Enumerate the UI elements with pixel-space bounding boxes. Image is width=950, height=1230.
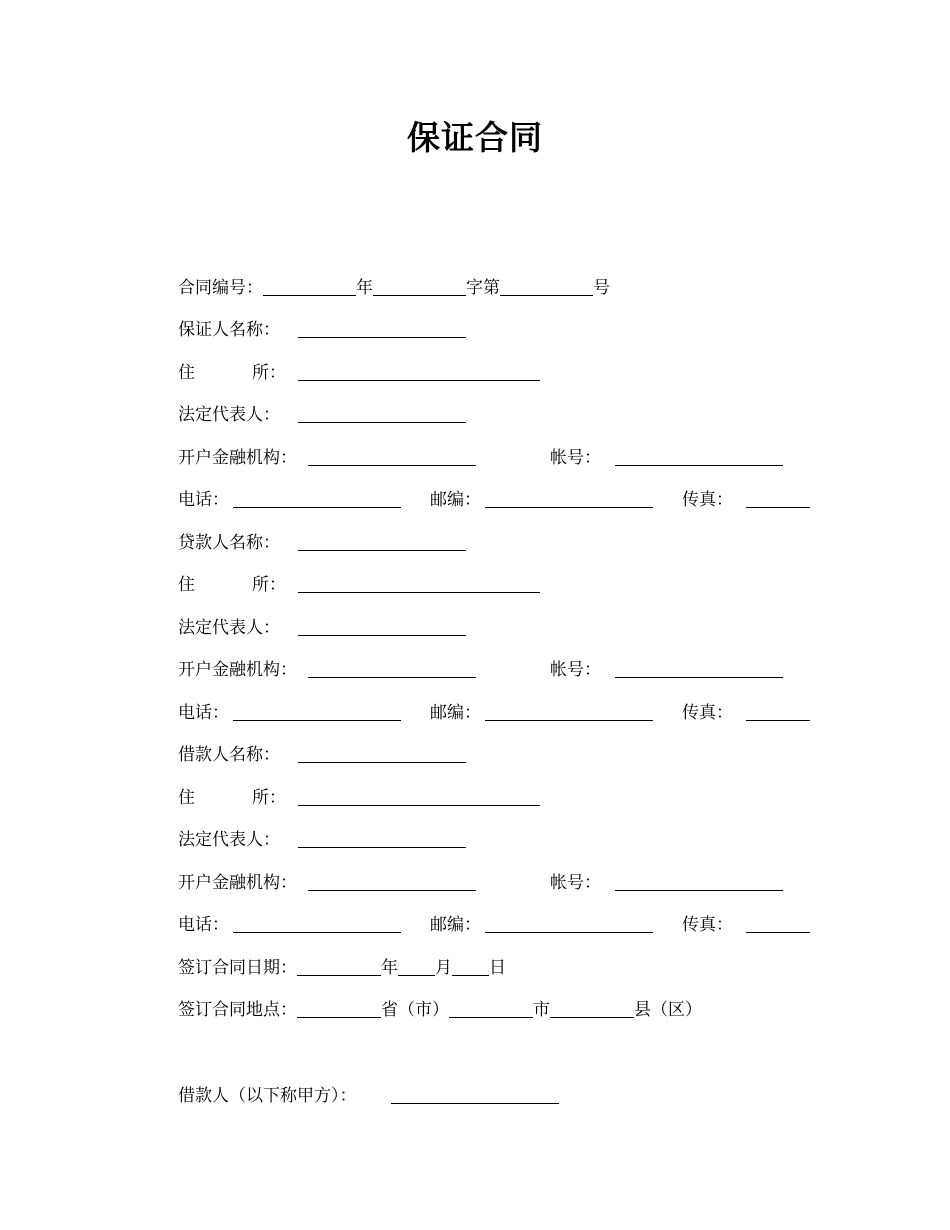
sign-month-blank[interactable] xyxy=(398,955,435,976)
guarantor-fax-blank[interactable] xyxy=(746,487,810,508)
sign-city-blank[interactable] xyxy=(449,997,533,1018)
sign-place-row xyxy=(178,997,702,1023)
borrower-name-blank[interactable] xyxy=(298,742,466,763)
contract-number-label: 合同编号： xyxy=(178,278,263,298)
guarantor-address-blank[interactable] xyxy=(298,360,540,381)
guarantor-account-blank[interactable] xyxy=(615,445,783,466)
guarantor-bank-blank[interactable] xyxy=(308,445,476,466)
borrower-phone-blank[interactable] xyxy=(233,912,401,933)
sign-date-row xyxy=(178,955,506,981)
lender-fax-blank[interactable] xyxy=(746,700,810,721)
contract-zi-blank[interactable] xyxy=(373,275,466,296)
zi-di-text: 字第 xyxy=(466,278,500,298)
sign-year-blank[interactable] xyxy=(297,955,381,976)
city-text: 市 xyxy=(533,1000,550,1020)
borrower-account-blank[interactable] xyxy=(615,870,783,891)
sign-county-blank[interactable] xyxy=(550,997,634,1018)
lender-postcode-blank[interactable] xyxy=(485,700,653,721)
address-label-a: 住 xyxy=(178,363,195,383)
sign-day-blank[interactable] xyxy=(452,955,489,976)
year-char: 年 xyxy=(356,278,373,298)
guarantor-phone-blank[interactable] xyxy=(233,487,401,508)
lender-name-blank[interactable] xyxy=(298,530,466,551)
contract-number-blank[interactable] xyxy=(500,275,593,296)
hao-char: 号 xyxy=(593,278,610,298)
lender-bank-label: 开户金融机构： xyxy=(178,660,297,680)
guarantor-phone-label: 电话： xyxy=(178,490,229,510)
lender-postcode-label: 邮编： xyxy=(430,703,481,723)
county-text: 县（区） xyxy=(634,1000,702,1020)
lender-name-label: 贷款人名称： xyxy=(178,533,280,553)
borrower-address-blank[interactable] xyxy=(298,785,540,806)
lender-account-blank[interactable] xyxy=(615,657,783,678)
province-text: 省（市） xyxy=(381,1000,449,1020)
guarantor-account-label: 帐号： xyxy=(550,448,601,468)
borrower-rep-label: 法定代表人： xyxy=(178,830,280,850)
guarantor-postcode-label: 邮编： xyxy=(430,490,481,510)
sign-month-char: 月 xyxy=(435,958,452,978)
contract-year-blank[interactable] xyxy=(263,275,356,296)
lender-account-label: 帐号： xyxy=(550,660,601,680)
guarantor-bank-label: 开户金融机构： xyxy=(178,448,297,468)
borrower-name-label: 借款人名称： xyxy=(178,745,280,765)
guarantor-fax-label: 传真： xyxy=(682,490,733,510)
borrower-fax-label: 传真： xyxy=(682,915,733,935)
lender-fax-label: 传真： xyxy=(682,703,733,723)
guarantor-postcode-blank[interactable] xyxy=(485,487,653,508)
party-a-label: 借款人（以下称甲方）： xyxy=(178,1086,357,1106)
borrower-bank-label: 开户金融机构： xyxy=(178,873,297,893)
borrower-phone-label: 电话： xyxy=(178,915,229,935)
address-label-b: 所： xyxy=(252,363,286,383)
lender-address-blank[interactable] xyxy=(298,572,540,593)
contract-number-row xyxy=(178,275,610,301)
sign-province-blank[interactable] xyxy=(297,997,381,1018)
guarantor-rep-label: 法定代表人： xyxy=(178,405,280,425)
address-label-a: 住 xyxy=(178,575,195,595)
borrower-fax-blank[interactable] xyxy=(746,912,810,933)
guarantor-name-blank[interactable] xyxy=(298,317,466,338)
guarantor-rep-blank[interactable] xyxy=(298,402,466,423)
address-label-b: 所： xyxy=(252,575,286,595)
lender-bank-blank[interactable] xyxy=(308,657,476,678)
lender-rep-label: 法定代表人： xyxy=(178,618,280,638)
borrower-postcode-label: 邮编： xyxy=(430,915,481,935)
address-label-a: 住 xyxy=(178,788,195,808)
document-title: 保证合同 xyxy=(407,118,543,157)
borrower-bank-blank[interactable] xyxy=(308,870,476,891)
borrower-rep-blank[interactable] xyxy=(298,827,466,848)
party-a-blank[interactable] xyxy=(391,1083,559,1104)
sign-year-char: 年 xyxy=(381,958,398,978)
sign-place-label: 签订合同地点： xyxy=(178,1000,297,1020)
guarantor-name-label: 保证人名称： xyxy=(178,320,280,340)
borrower-account-label: 帐号： xyxy=(550,873,601,893)
lender-phone-label: 电话： xyxy=(178,703,229,723)
lender-rep-blank[interactable] xyxy=(298,615,466,636)
lender-phone-blank[interactable] xyxy=(233,700,401,721)
borrower-postcode-blank[interactable] xyxy=(485,912,653,933)
sign-day-char: 日 xyxy=(489,958,506,978)
sign-date-label: 签订合同日期： xyxy=(178,958,297,978)
address-label-b: 所： xyxy=(252,788,286,808)
